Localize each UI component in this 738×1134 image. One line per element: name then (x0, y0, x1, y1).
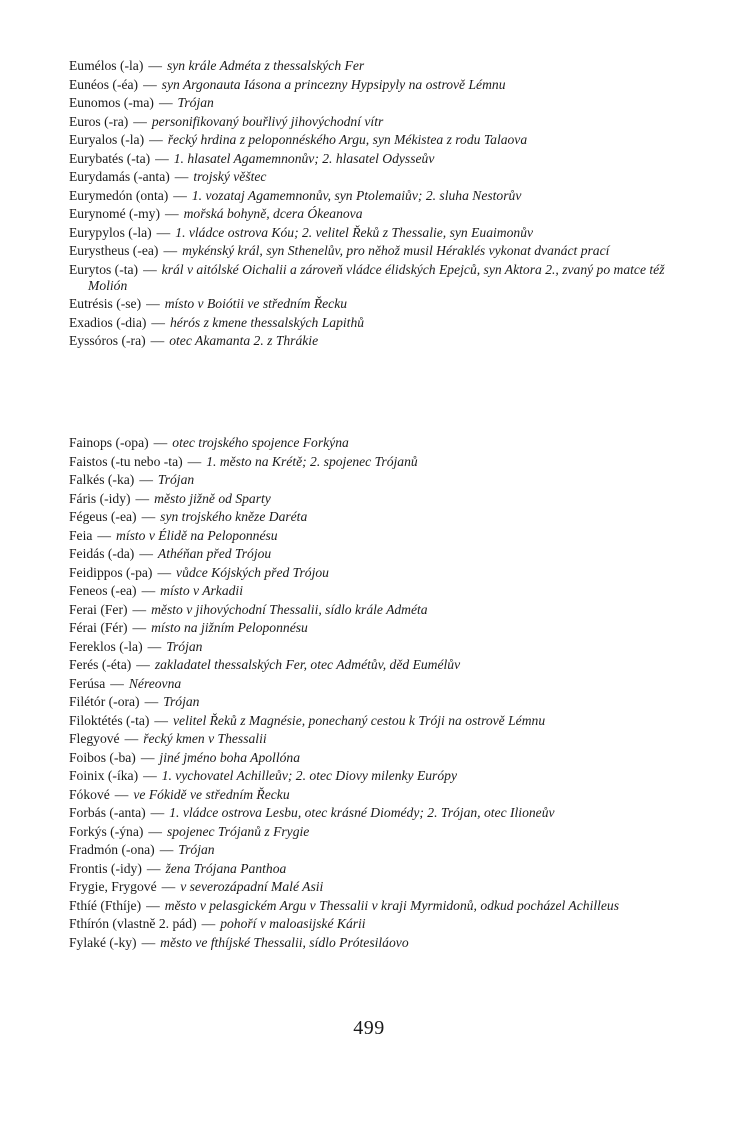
entry-term: Foibos (-ba) (69, 749, 136, 765)
entry-dash: — (187, 453, 202, 469)
entry-definition: mykénský král, syn Sthenelův, pro něhož musil Héraklés vykonat dvanáct prací (182, 243, 610, 258)
entry-term: Feidás (-da) (69, 546, 135, 561)
entry-dash: — (150, 333, 165, 349)
dictionary-entry (69, 151, 689, 167)
dictionary-entry (69, 750, 689, 766)
entry-definition: místo na jižním Peloponnésu (151, 620, 308, 635)
entry-definition: 1. vozataj Agamemnonův, syn Ptolemaiův; 2. sluha Nestorův (191, 187, 522, 203)
entry-definition: 1. vládce ostrova Kóu; 2. velitel Řeků z Thessalie, syn Euaimonův (175, 224, 534, 240)
entry-term: Ferúsa (69, 675, 106, 691)
dictionary-entry (69, 620, 689, 636)
dictionary-entry (69, 546, 689, 562)
entry-term: Eyssóros (-ra) (69, 333, 146, 349)
entry-definition: otec Akamanta 2. z Thrákie (169, 333, 319, 349)
dictionary-entry (69, 731, 689, 747)
entry-dash: — (141, 509, 156, 524)
entry-definition: město ve fthíjské Thessalii, sídlo Prótesiláovo (160, 934, 409, 950)
entry-term: Flegyové (69, 731, 120, 746)
entry-dash: — (163, 243, 178, 258)
entry-definition: město v jihovýchodní Thessalii, sídlo krále Adméta (151, 601, 428, 617)
dictionary-entry (69, 842, 689, 858)
entry-definition: město jižně od Sparty (154, 490, 271, 506)
entry-term: Fáris (-idy) (69, 490, 131, 506)
entry-term: Eunéos (-éa) (69, 76, 139, 92)
entry-term: Euryalos (-la) (69, 132, 145, 147)
entry-definition: Trójan (163, 694, 200, 709)
dictionary-entry (69, 262, 689, 295)
entry-dash: — (148, 823, 162, 839)
entry-term: Faistos (-tu nebo -ta) (69, 453, 183, 469)
entry-definition: mořská bohyně, dcera Ókeanova (183, 206, 363, 221)
entry-term: Eurybatés (-ta) (69, 150, 151, 166)
section-e-entries (69, 58, 689, 352)
entry-dash: — (143, 768, 157, 783)
entry-term: Eurystheus (-ea) (69, 243, 159, 258)
entry-dash: — (144, 694, 159, 709)
dictionary-entry (69, 114, 689, 130)
entry-dash: — (201, 916, 216, 931)
entry-dash: — (143, 261, 157, 277)
entry-term: Ferés (-éta) (69, 657, 132, 672)
entry-term: Filétór (-ora) (69, 694, 140, 709)
entry-definition: Néreovna (128, 675, 182, 691)
entry-term: Eurymedón (onta) (69, 187, 169, 203)
entry-term: Eurytos (-ta) (69, 261, 139, 277)
entry-dash: — (97, 527, 111, 543)
dictionary-entry (69, 169, 689, 185)
dictionary-entry (69, 787, 689, 803)
entry-definition: Trójan (166, 638, 203, 654)
entry-definition: 1. vládce ostrova Lesbu, otec krásné Diomédy; 2. Trójan, otec Ilioneův (169, 805, 555, 820)
dictionary-entry (69, 657, 689, 673)
entry-definition: místo v Élidě na Peloponnésu (116, 527, 278, 543)
dictionary-entry (69, 454, 689, 470)
entry-definition: pohoří v maloasijské Kárii (220, 916, 366, 931)
entry-dash: — (141, 934, 156, 950)
dictionary-entry (69, 805, 689, 821)
entry-dash: — (135, 490, 150, 506)
page-number: 499 (353, 1017, 385, 1039)
entry-dash: — (158, 95, 173, 110)
entry-term: Eurynomé (-my) (69, 206, 160, 221)
entry-definition: vůdce Kójských před Trójou (176, 564, 329, 580)
entry-definition: Trójan (157, 472, 195, 487)
dictionary-entry (69, 565, 689, 581)
entry-definition: Trójan (177, 95, 214, 110)
entry-term: Férai (Fér) (69, 620, 128, 635)
dictionary-entry (69, 509, 689, 525)
entry-definition: Athéňan před Trójou (157, 546, 272, 561)
entry-dash: — (174, 169, 189, 184)
entry-definition: hérós z kmene thessalských Lapithů (169, 314, 365, 330)
entry-definition: ve Fókidě ve středním Řecku (133, 786, 290, 802)
entry-dash: — (164, 206, 179, 221)
entry-dash: — (173, 187, 187, 203)
entry-definition: řecký hrdina z peloponnéského Argu, syn Mékistea z rodu Talaova (167, 132, 528, 147)
entry-term: Eutrésis (-se) (69, 296, 142, 312)
dictionary-entry (69, 315, 689, 331)
entry-definition: velitel Řeků z Magnésie, ponechaný cestou k Tróji na ostrově Lémnu (173, 712, 546, 728)
entry-definition: trojský věštec (193, 169, 267, 184)
entry-definition: místo v Arkadii (160, 583, 243, 598)
dictionary-entry (69, 768, 689, 784)
entry-definition: žena Trójana Panthoa (165, 860, 287, 876)
dictionary-entry (69, 77, 689, 93)
section-f-entries (69, 435, 689, 953)
dictionary-entry (69, 694, 689, 710)
dictionary-entry (69, 528, 689, 544)
dictionary-entry (69, 491, 689, 507)
dictionary-entry (69, 206, 689, 222)
dictionary-entry (69, 935, 689, 951)
entry-dash: — (157, 564, 172, 580)
dictionary-entry (69, 58, 689, 74)
dictionary-entry (69, 713, 689, 729)
entry-dash: — (132, 601, 147, 617)
entry-dash: — (139, 472, 153, 487)
entry-definition: spojenec Trójanů z Frygie (166, 823, 310, 839)
dictionary-entry (69, 602, 689, 618)
dictionary-entry (69, 916, 689, 932)
entry-dash: — (150, 805, 165, 820)
entry-term: Eumélos (-la) (69, 58, 144, 73)
entry-definition: město v pelasgickém Argu v Thessalii v kraji Myrmidonů, odkud pocházel Achilleus (164, 897, 620, 913)
entry-term: Falkés (-ka) (69, 472, 135, 487)
entry-definition: 1. vychovatel Achilleův; 2. otec Diovy milenky Európy (161, 768, 457, 783)
entry-dash: — (143, 76, 157, 92)
entry-dash: — (151, 314, 165, 330)
entry-definition: syn Argonauta Iásona a princezny Hypsipyly na ostrově Lémnu (161, 76, 506, 92)
entry-dash: — (146, 860, 161, 876)
dictionary-entry (69, 188, 689, 204)
entry-dash: — (155, 150, 169, 166)
entry-term: Ferai (Fer) (69, 601, 128, 617)
entry-definition: personifikovaný bouřlivý jihovýchodní vítr (151, 113, 384, 129)
entry-term: Forbás (-anta) (69, 805, 146, 820)
entry-definition: místo v Boiótii ve středním Řecku (164, 296, 348, 312)
entry-definition: syn trojského kněze Daréta (160, 509, 308, 524)
entry-term: Fthírón (vlastně 2. pád) (69, 916, 197, 931)
entry-term: Fereklos (-la) (69, 638, 143, 654)
entry-term: Eunomos (-ma) (69, 95, 154, 110)
entry-dash: — (147, 638, 162, 654)
entry-definition: zakladatel thessalských Fer, otec Admétův, děd Eumélův (154, 657, 461, 672)
entry-term: Frontis (-idy) (69, 860, 142, 876)
entry-term: Exadios (-dia) (69, 314, 147, 330)
entry-term: Feneos (-ea) (69, 583, 137, 598)
entry-dash: — (114, 786, 129, 802)
entry-term: Fthíé (Fthíje) (69, 897, 142, 913)
entry-dash: — (132, 620, 147, 635)
dictionary-entry (69, 296, 689, 312)
dictionary-entry (69, 861, 689, 877)
entry-definition: v severozápadní Malé Asii (180, 879, 324, 894)
entry-definition: král v aitólské Oichalii a zároveň vládce élidských Epejců, syn Aktora 2., zvaný po matce též Molión (88, 261, 665, 293)
entry-term: Feidippos (-pa) (69, 564, 153, 580)
dictionary-entry (69, 898, 689, 914)
dictionary-entry (69, 95, 689, 111)
entry-dash: — (124, 731, 139, 746)
entry-term: Eurypylos (-la) (69, 224, 152, 240)
entry-term: Eurydamás (-anta) (69, 169, 170, 184)
entry-term: Fégeus (-ea) (69, 509, 137, 524)
entry-term: Feia (69, 527, 93, 543)
entry-dash: — (149, 132, 163, 147)
dictionary-entry (69, 676, 689, 692)
entry-dash: — (153, 435, 168, 450)
dictionary-entry (69, 132, 689, 148)
entry-definition: Trójan (178, 842, 215, 857)
entry-dash: — (139, 546, 153, 561)
entry-term: Forkýs (-ýna) (69, 823, 144, 839)
entry-dash: — (156, 224, 171, 240)
dictionary-entry (69, 472, 689, 488)
entry-term: Fradmón (-ona) (69, 842, 155, 857)
entry-dash: — (161, 879, 176, 894)
dictionary-entry (69, 583, 689, 599)
dictionary-entry (69, 435, 689, 451)
entry-term: Filoktétés (-ta) (69, 712, 150, 728)
entry-definition: jiné jméno boha Apollóna (159, 749, 301, 765)
dictionary-entry (69, 879, 689, 895)
entry-definition: 1. hlasatel Agamemnonův; 2. hlasatel Odysseův (173, 150, 435, 166)
entry-definition: otec trojského spojence Forkýna (172, 435, 349, 450)
entry-dash: — (141, 583, 156, 598)
entry-dash: — (110, 675, 124, 691)
entry-term: Fókové (69, 786, 110, 802)
entry-term: Euros (-ra) (69, 113, 129, 129)
entry-term: Fainops (-opa) (69, 435, 149, 450)
entry-definition: řecký kmen v Thessalii (143, 731, 267, 746)
dictionary-entry (69, 243, 689, 259)
entry-dash: — (159, 842, 174, 857)
dictionary-entry (69, 639, 689, 655)
entry-dash: — (154, 712, 169, 728)
dictionary-entry (69, 225, 689, 241)
entry-definition: 1. město na Krétě; 2. spojenec Trójanů (206, 453, 418, 469)
entry-dash: — (148, 58, 162, 73)
dictionary-entry (69, 333, 689, 349)
entry-term: Foinix (-íka) (69, 768, 139, 783)
entry-dash: — (136, 657, 150, 672)
entry-definition: syn krále Adméta z thessalských Fer (166, 58, 365, 73)
entry-term: Frygie, Frygové (69, 879, 157, 894)
entry-dash: — (133, 113, 147, 129)
dictionary-entry (69, 824, 689, 840)
entry-dash: — (140, 749, 155, 765)
entry-dash: — (146, 897, 160, 913)
entry-term: Fylaké (-ky) (69, 934, 137, 950)
entry-dash: — (146, 296, 160, 312)
